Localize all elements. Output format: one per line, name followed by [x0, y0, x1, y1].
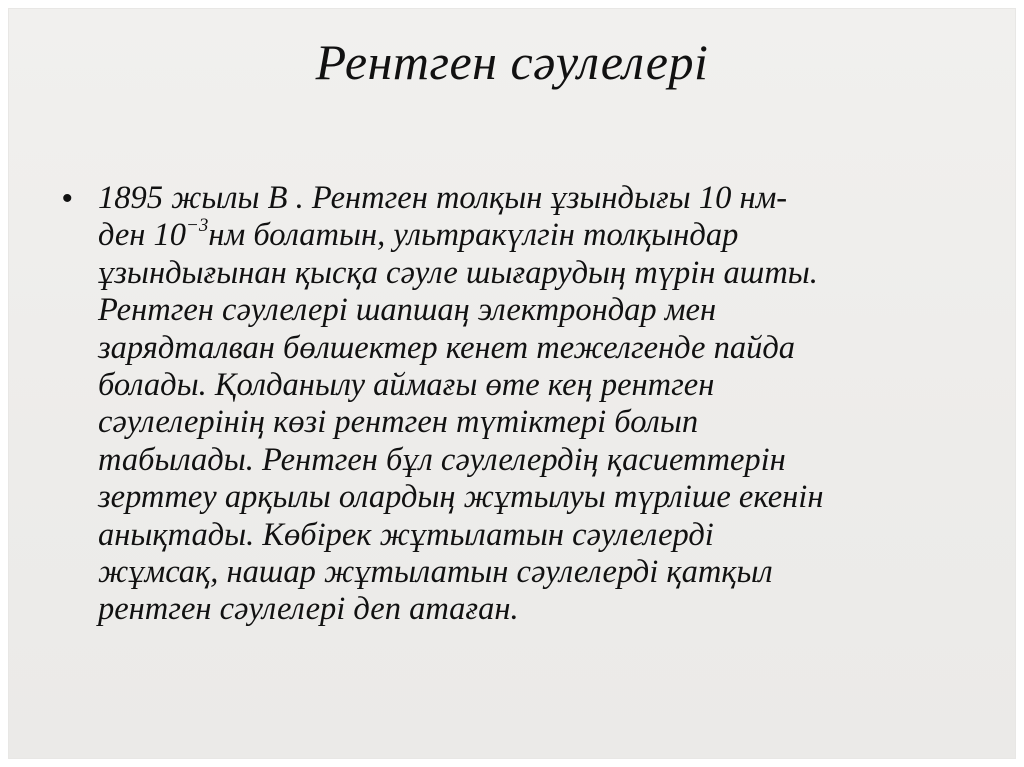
text-line-2 — [98, 217, 972, 254]
text-line-12: рентген сәулелері деп атаған. — [98, 591, 519, 628]
text-line-1: 1895 жылы В . Рентген толқын ұзындығы 10 нм- — [98, 180, 788, 216]
text-line-2-start: ден 10 — [98, 217, 187, 254]
text-line-4: Рентген сәулелері шапшаң электрондар мен — [98, 292, 717, 329]
bullet-text — [98, 180, 972, 629]
text-line-5: зарядталван бөлшектер кенет тежелгенде пайда — [98, 329, 796, 366]
text-line-3: ұзындығынан қысқа сәуле шығарудың түрін ашты. — [98, 254, 818, 291]
slide-body — [62, 180, 972, 629]
text-line-2-end: нм болатын, ультракүлгін толқындар — [208, 217, 739, 254]
text-line-10: анықтады. Көбірек жұтылатын сәулелерді — [98, 516, 714, 553]
bullet-item — [62, 180, 972, 629]
slide-title: Рентген сәулелері — [315, 34, 709, 90]
exponent: −3 — [186, 215, 209, 237]
text-line-11: жұмсақ, нашар жұтылатын сәулелерді қатқыл — [98, 554, 773, 591]
text-line-9: зерттеу арқылы олардың жұтылуы түрліше екенін — [98, 479, 824, 516]
text-line-6: болады. Қолданылу аймағы өте кең рентген — [98, 367, 715, 404]
text-line-7: сәулелерінің көзі рентген түтіктері болып — [98, 404, 699, 441]
bullet-icon: • — [62, 182, 73, 215]
text-line-8: табылады. Рентген бұл сәулелердің қасиеттерін — [98, 441, 786, 478]
